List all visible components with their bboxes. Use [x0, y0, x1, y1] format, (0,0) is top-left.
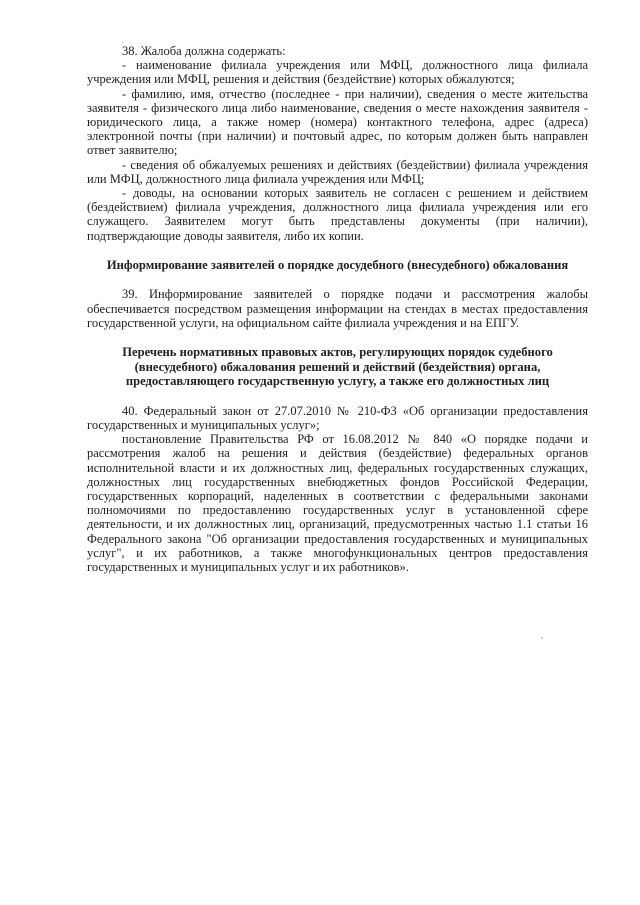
section-40-decree: постановление Правительства РФ от 16.08.2012 № 840 «О порядке подачи и рассмотрения жалоб на решения и действия (бездействие) федеральных органов исполнительной власти и их должностных лиц, федеральных государственных служащих, должностных лиц государственных внебюджетных фондов Российской Федерации, государственных корпораций, наделенных в соответствии с федеральными законами полномочиями по предоставлению государственных услуг в установленной сфере деятельности, и их должностных лиц, организаций, предусмотренных частью 1.1 статьи 16 Федерального закона "Об организации предоставления государственных и муниципальных услуг", и их работников, а также многофункциональных центров предоставления государственных и муниципальных услуг и их работников».	[87, 432, 588, 575]
section-38-intro: 38. Жалоба должна содержать:	[122, 44, 286, 58]
heading-informing: Информирование заявителей о порядке досудебного (внесудебного) обжалования	[106, 257, 569, 272]
section-40-law: 40. Федеральный закон от 27.07.2010 № 210-ФЗ «Об организации предоставления государственных и муниципальных услуг»;	[87, 403, 588, 433]
section-38-item-1: - наименование филиала учреждения или МФЦ, должностного лица филиала учреждения или МФЦ, решения и действия (бездействие) которых обжалуются;	[87, 58, 588, 87]
section-38-item-3: - сведения об обжалуемых решениях и действиях (бездействии) филиала учреждения или МФЦ, должностного лица филиала учреждения или МФЦ;	[87, 157, 588, 186]
section-38-item-2: - фамилию, имя, отчество (последнее - при наличии), сведения о месте жительства заявителя - физического лица либо наименование, сведения о месте нахождения заявителя - юридического лица, а также номер (номера) контактного телефона, адрес (адреса) электронной почты (при наличии) и почтовый адрес, по которым должен быть направлен ответ заявителю;	[87, 86, 588, 158]
scan-speck	[541, 637, 543, 639]
section-39-text: 39. Информирование заявителей о порядке подачи и рассмотрения жалобы обеспечивается посредством размещения информации на стендах в местах предоставления государственной услуги, на официальном сайте филиала учреждения и на ЕПГУ.	[87, 287, 588, 330]
heading-legal-acts: Перечень нормативных правовых актов, регулирующих порядок судебного (внесудебного) обжалования решений и действий (бездействия) органа, предоставляющего государственную услугу, а также его должностных лиц	[122, 345, 553, 389]
section-38-item-4: - доводы, на основании которых заявитель не согласен с решением и действием (бездействием) филиала учреждения, должностного лица филиала учреждения или его служащего. Заявителем могут быть представлены документы (при наличии), подтверждающие доводы заявителя, либо их копии.	[87, 186, 588, 243]
